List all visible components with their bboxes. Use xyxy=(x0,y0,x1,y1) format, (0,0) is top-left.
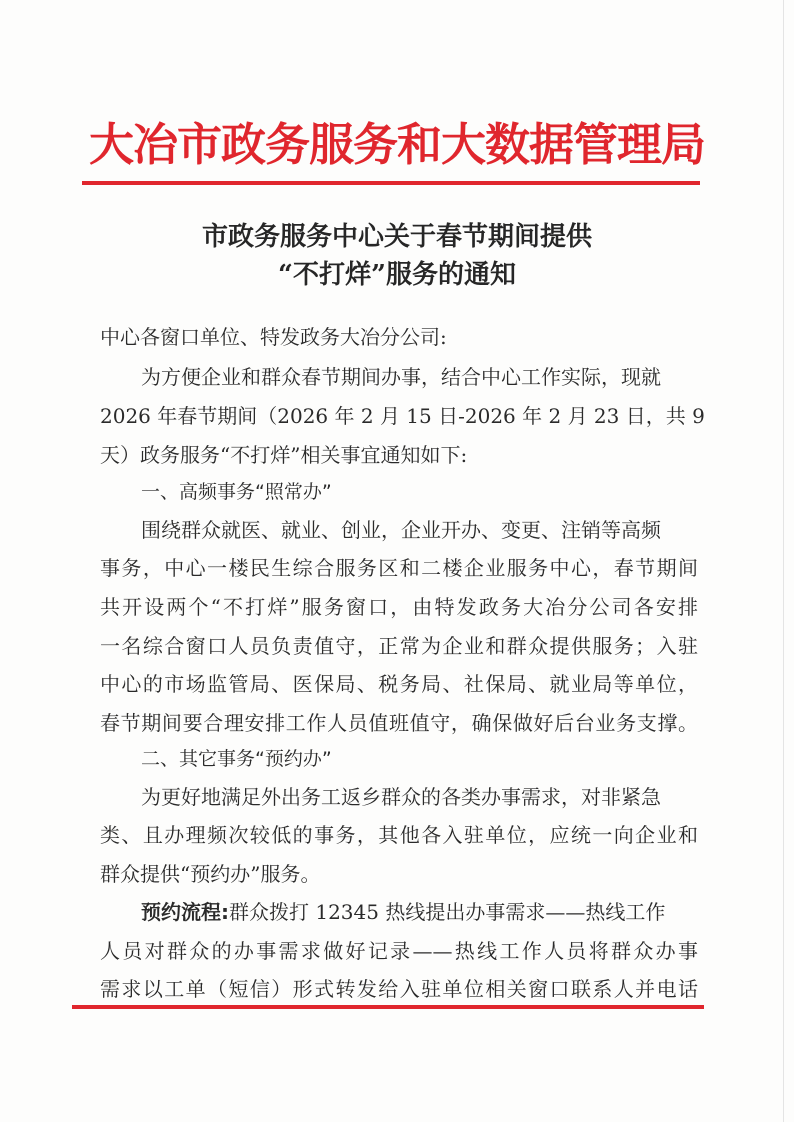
section1-line: 围绕群众就医、就业、创业，企业开办、变更、注销等高频 xyxy=(141,518,661,542)
section1-heading: 一、高频事务“照常办” xyxy=(141,481,332,503)
intro-line: 天）政务服务“不打烊”相关事宜通知如下: xyxy=(100,443,468,467)
section1-line: 一名综合窗口人员负责值守，正常为企业和群众提供服务；入驻 xyxy=(100,634,698,658)
section2-heading: 二、其它事务“预约办” xyxy=(141,748,332,770)
process-label: 预约流程: xyxy=(141,900,229,924)
section1-line: 事务，中心一楼民生综合服务区和二楼企业服务中心，春节期间 xyxy=(100,556,698,580)
process-line xyxy=(141,898,665,926)
intro-line: 为方便企业和群众春节期间办事，结合中心工作实际，现就 xyxy=(141,365,661,389)
process-line: 需求以工单（短信）形式转发给入驻单位相关窗口联系人并电话 xyxy=(100,977,698,1001)
section1-line: 中心的市场监管局、医保局、税务局、社保局、就业局等单位， xyxy=(100,672,698,696)
salutation: 中心各窗口单位、特发政务大冶分公司: xyxy=(100,325,447,349)
section1-line: 春节期间要合理安排工作人员值班值守，确保做好后台业务支撑。 xyxy=(100,711,698,735)
process-text: 群众拨打 12345 热线提出办事需求——热线工作 xyxy=(229,900,666,924)
section2-line: 群众提供“预约办”服务。 xyxy=(100,862,321,886)
notice-title-line-1: 市政务服务中心关于春节期间提供 xyxy=(201,222,592,252)
section2-line: 为更好地满足外出务工返乡群众的各类办事需求，对非紧急 xyxy=(141,785,661,809)
header-rule xyxy=(82,181,700,185)
section1-line: 共开设两个“不打烊”服务窗口，由特发政务大冶分公司各安排 xyxy=(100,595,698,619)
footer-rule xyxy=(72,1005,704,1009)
notice-title-line-2: “不打烊”服务的通知 xyxy=(278,260,516,290)
section2-line: 类、且办理频次较低的事务，其他各入驻单位，应统一向企业和 xyxy=(100,823,698,847)
intro-line: 2026 年春节期间（2026 年 2 月 15 日-2026 年 2 月 23 日，共 9 xyxy=(100,404,705,428)
agency-header: 大冶市政务服务和大数据管理局 xyxy=(88,118,705,171)
process-line: 人员对群众的办事需求做好记录——热线工作人员将群众办事 xyxy=(100,939,698,963)
